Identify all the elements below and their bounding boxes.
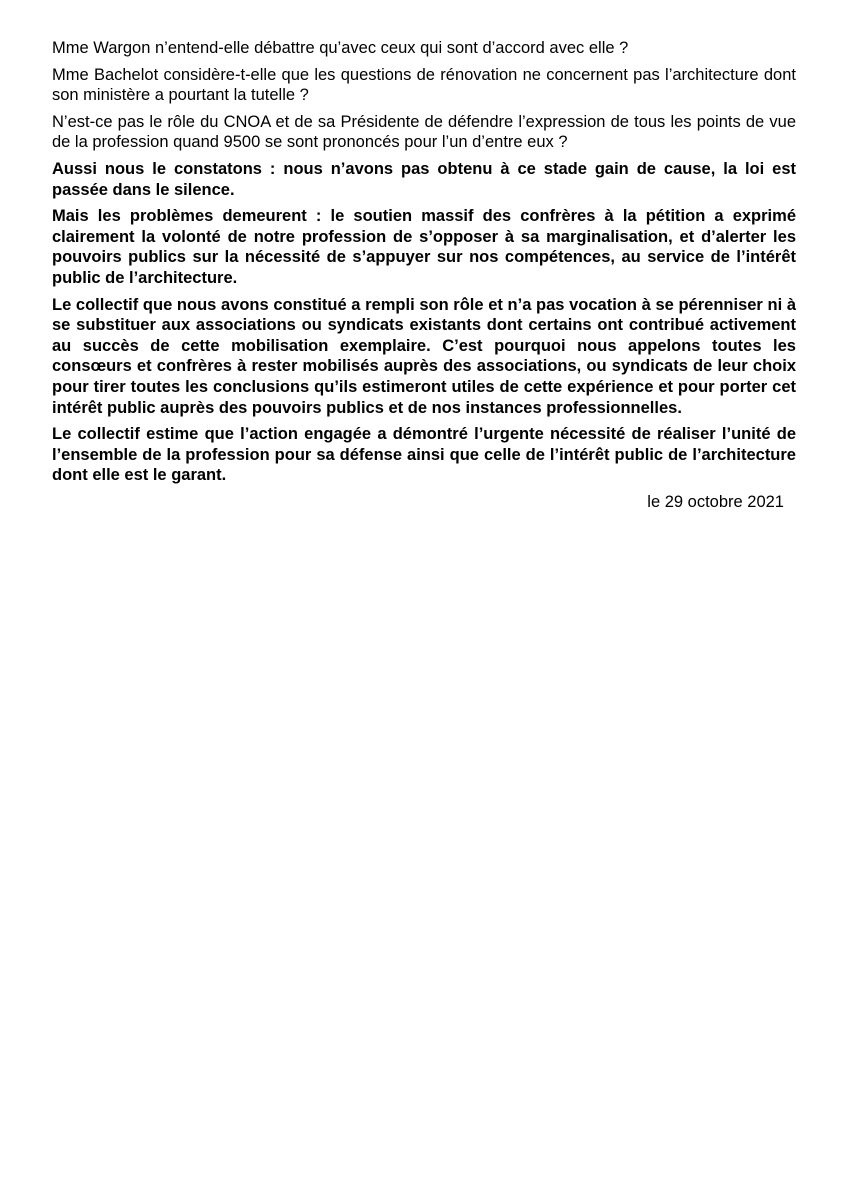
- paragraph-wargon-question: Mme Wargon n’entend-elle débattre qu’avec ceux qui sont d’accord avec elle ?: [52, 39, 629, 57]
- paragraph-cnoa-question: N’est-ce pas le rôle du CNOA et de sa Présidente de défendre l’expression de tous les points de vue de la profession quand 9500 se sont prononcés pour l’un d’entre eux ?: [52, 112, 796, 152]
- document-page: [52, 38, 796, 512]
- paragraph-constat: Aussi nous le constatons : nous n’avons pas obtenu à ce stade gain de cause, la loi est passée dans le silence.: [52, 159, 796, 199]
- paragraph-collectif-unite: Le collectif estime que l’action engagée a démontré l’urgente nécessité de réaliser l’unité de l’ensemble de la profession pour sa défense ainsi que celle de l’intérêt public de l’architecture dont elle est le garant.: [52, 425, 796, 485]
- paragraph-collectif-role: Le collectif que nous avons constitué a rempli son rôle et n’a pas vocation à se pérenniser ni à se substituer aux associations ou syndicats existants dont certains ont contribué activement au succès de cette mobilisation exemplaire. C’est pourquoi nous appelons toutes les consœurs et confrères à rester mobilisés auprès des associations, ou syndicats de leur choix pour tirer toutes les conclusions qu’ils estimeront utiles de cette expérience et pour porter cet intérêt public auprès des pouvoirs publics et de nos instances professionnelles.: [52, 295, 796, 417]
- paragraph-problemes: Mais les problèmes demeurent : le soutien massif des confrères à la pétition a exprimé clairement la volonté de notre profession de s’opposer à sa marginalisation, et d’alerter les pouvoirs publics sur la nécessité de s’appuyer sur nos compétences, au service de l’intérêt public de l’architecture.: [52, 207, 796, 287]
- paragraph-bachelot-question: Mme Bachelot considère-t-elle que les questions de rénovation ne concernent pas l’architecture dont son ministère a pourtant la tutelle ?: [52, 65, 796, 105]
- document-date: le 29 octobre 2021: [647, 492, 784, 511]
